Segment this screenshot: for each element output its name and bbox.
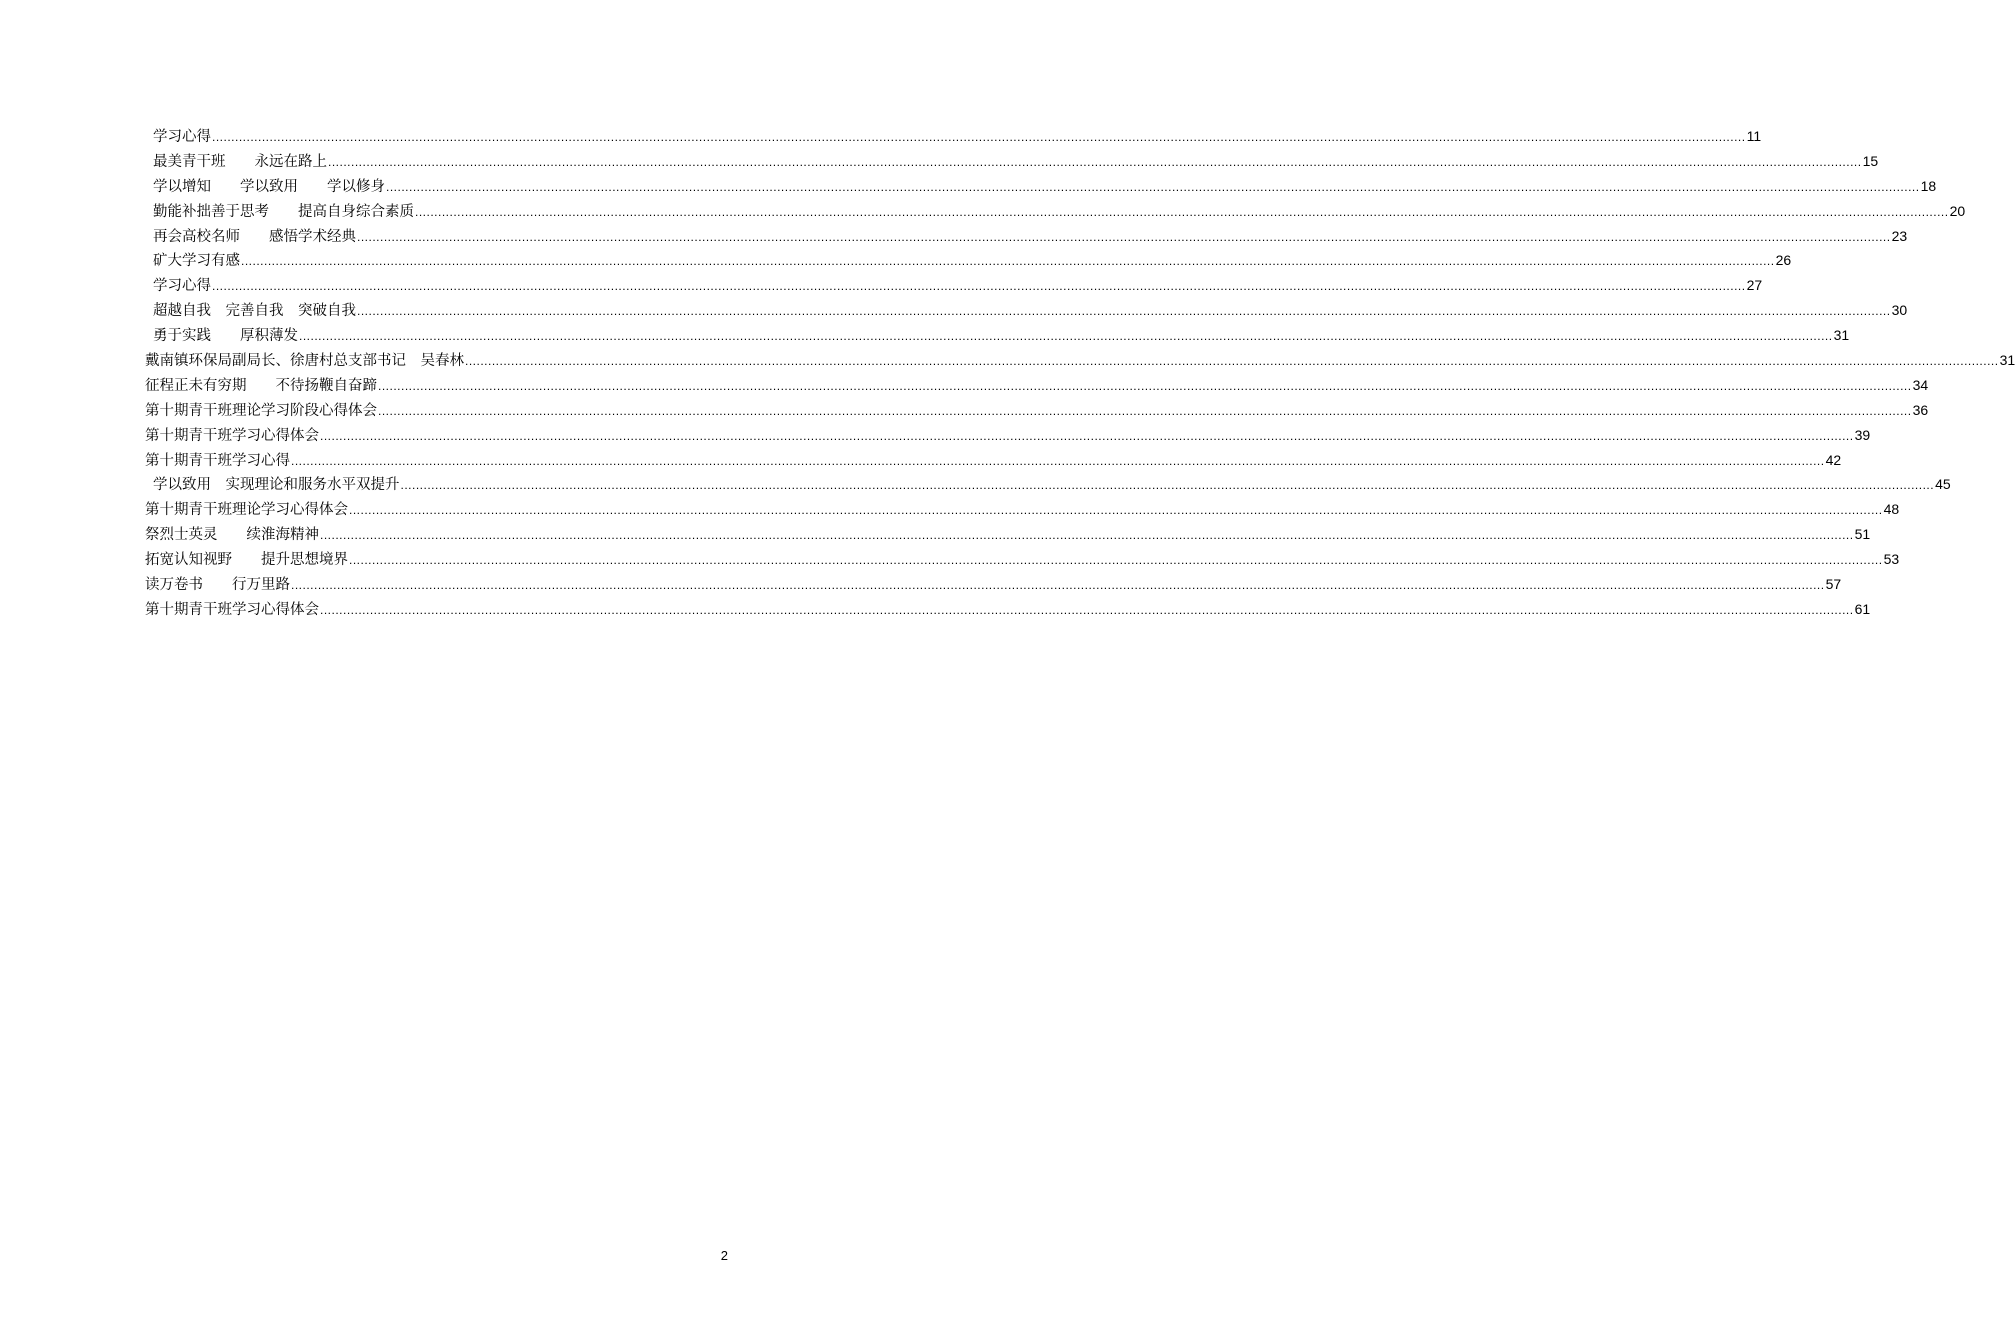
toc-dot-leader: ................................................................................................................................................................................................................................................................................................................................................................................................................	[291, 578, 1825, 593]
toc-entry-title: 戴南镇环保局副局长、徐唐村总支部书记 吴春林	[145, 353, 464, 370]
toc-entry[interactable]	[145, 398, 1929, 423]
toc-entry-title: 勤能补拙善于思考 提高自身综合素质	[153, 203, 414, 220]
toc-entry-page: 18	[1920, 177, 1937, 194]
toc-entry-title: 勇于实践 厚积薄发	[153, 328, 298, 345]
toc-entry-title: 第十期青干班理论学习心得体会	[145, 502, 348, 519]
toc-entry-page: 61	[1854, 600, 1871, 617]
toc-entry-page: 48	[1883, 501, 1900, 518]
toc-entry-page: 34	[1912, 376, 1929, 393]
toc-entry-page: 26	[1775, 252, 1792, 269]
toc-entry[interactable]	[145, 348, 2015, 373]
toc-dot-leader: ................................................................................................................................................................................................................................................................................................................................................................................................................	[357, 304, 1891, 319]
toc-entry-title: 学以增知 学以致用 学以修身	[153, 178, 385, 195]
toc-entry[interactable]	[145, 497, 1900, 522]
toc-entry[interactable]	[145, 448, 1842, 473]
toc-entry-page: 20	[1949, 202, 1966, 219]
toc-entry[interactable]	[145, 224, 1908, 249]
toc-dot-leader: ................................................................................................................................................................................................................................................................................................................................................................................................................	[328, 154, 1862, 169]
toc-entry-title: 再会高校名师 感悟学术经典	[153, 228, 356, 245]
toc-dot-leader: ................................................................................................................................................................................................................................................................................................................................................................................................................	[320, 602, 1854, 617]
page-number-text: 2	[720, 1248, 728, 1263]
toc-dot-leader: ................................................................................................................................................................................................................................................................................................................................................................................................................	[349, 553, 1883, 568]
toc-entry-page: 42	[1825, 451, 1842, 468]
toc-entry[interactable]	[145, 248, 1792, 273]
toc-entry-page: 45	[1935, 476, 1951, 493]
page-number	[0, 1248, 728, 1263]
toc-entry-title: 读万卷书 行万里路	[145, 577, 290, 594]
toc-entry[interactable]	[145, 298, 1908, 323]
toc-entry-page: 23	[1891, 227, 1908, 244]
toc-dot-leader: ................................................................................................................................................................................................................................................................................................................................................................................................................	[378, 378, 1912, 393]
toc-entry-page: 51	[1854, 526, 1871, 543]
toc-dot-leader: ................................................................................................................................................................................................................................................................................................................................................................................................................	[320, 428, 1854, 443]
toc-entry-page: 11	[1746, 128, 1762, 144]
toc-entry-page: 30	[1891, 302, 1908, 319]
toc-entry[interactable]	[145, 174, 1937, 199]
toc-entry[interactable]	[145, 149, 1879, 174]
toc-entry-title: 学习心得	[153, 129, 211, 145]
toc-dot-leader: ................................................................................................................................................................................................................................................................................................................................................................................................................	[212, 279, 1746, 294]
toc-entry[interactable]	[145, 273, 1763, 298]
toc-entry-page: 27	[1746, 277, 1763, 294]
toc-entry[interactable]	[145, 323, 1850, 348]
toc-entry-title: 超越自我 完善自我 突破自我	[153, 303, 356, 320]
toc-dot-leader: ................................................................................................................................................................................................................................................................................................................................................................................................................	[378, 403, 1912, 418]
toc-entry-title: 第十期青干班学习心得体会	[145, 427, 319, 444]
toc-dot-leader: ................................................................................................................................................................................................................................................................................................................................................................................................................	[291, 453, 1825, 468]
table-of-contents	[145, 124, 2015, 622]
toc-entry-title: 第十期青干班学习心得	[145, 452, 290, 469]
toc-entry-title: 拓宽认知视野 提升思想境界	[145, 552, 348, 569]
toc-dot-leader: ................................................................................................................................................................................................................................................................................................................................................................................................................	[400, 478, 1935, 493]
toc-entry-title: 第十期青干班学习心得体会	[145, 601, 319, 618]
toc-entry[interactable]	[145, 472, 1951, 497]
toc-entry[interactable]	[145, 124, 1762, 149]
toc-entry-title: 学以致用 实现理论和服务水平双提升	[153, 477, 400, 494]
toc-dot-leader: ................................................................................................................................................................................................................................................................................................................................................................................................................	[349, 503, 1883, 518]
toc-entry[interactable]	[145, 547, 1900, 572]
toc-dot-leader: ................................................................................................................................................................................................................................................................................................................................................................................................................	[299, 329, 1833, 344]
toc-entry-title: 学习心得	[153, 278, 211, 295]
toc-entry-title: 征程正未有穷期 不待扬鞭自奋蹄	[145, 377, 377, 394]
toc-dot-leader: ................................................................................................................................................................................................................................................................................................................................................................................................................	[465, 354, 1999, 369]
toc-entry-page: 31	[1999, 352, 2015, 369]
toc-dot-leader: ................................................................................................................................................................................................................................................................................................................................................................................................................	[386, 179, 1920, 194]
toc-entry-page: 36	[1912, 401, 1929, 418]
toc-dot-leader: ................................................................................................................................................................................................................................................................................................................................................................................................................	[415, 204, 1949, 219]
toc-entry[interactable]	[145, 597, 1871, 622]
toc-entry[interactable]	[145, 522, 1871, 547]
toc-dot-leader: ................................................................................................................................................................................................................................................................................................................................................................................................................	[212, 130, 1746, 144]
toc-entry[interactable]	[145, 373, 1929, 398]
toc-entry[interactable]	[145, 199, 1966, 224]
toc-entry-page: 15	[1862, 152, 1879, 169]
toc-entry-title: 祭烈士英灵 续淮海精神	[145, 527, 319, 544]
toc-entry-title: 第十期青干班理论学习阶段心得体会	[145, 402, 377, 419]
toc-entry-page: 57	[1825, 576, 1842, 593]
toc-dot-leader: ................................................................................................................................................................................................................................................................................................................................................................................................................	[357, 229, 1891, 244]
toc-entry-page: 39	[1854, 426, 1871, 443]
toc-entry-title: 最美青干班 永远在路上	[153, 153, 327, 170]
toc-entry[interactable]	[145, 572, 1842, 597]
toc-dot-leader: ................................................................................................................................................................................................................................................................................................................................................................................................................	[241, 254, 1775, 269]
toc-entry-page: 31	[1833, 327, 1850, 344]
toc-dot-leader: ................................................................................................................................................................................................................................................................................................................................................................................................................	[320, 528, 1854, 543]
toc-entry[interactable]	[145, 423, 1871, 448]
toc-entry-title: 矿大学习有感	[153, 253, 240, 270]
toc-entry-page: 53	[1883, 551, 1900, 568]
